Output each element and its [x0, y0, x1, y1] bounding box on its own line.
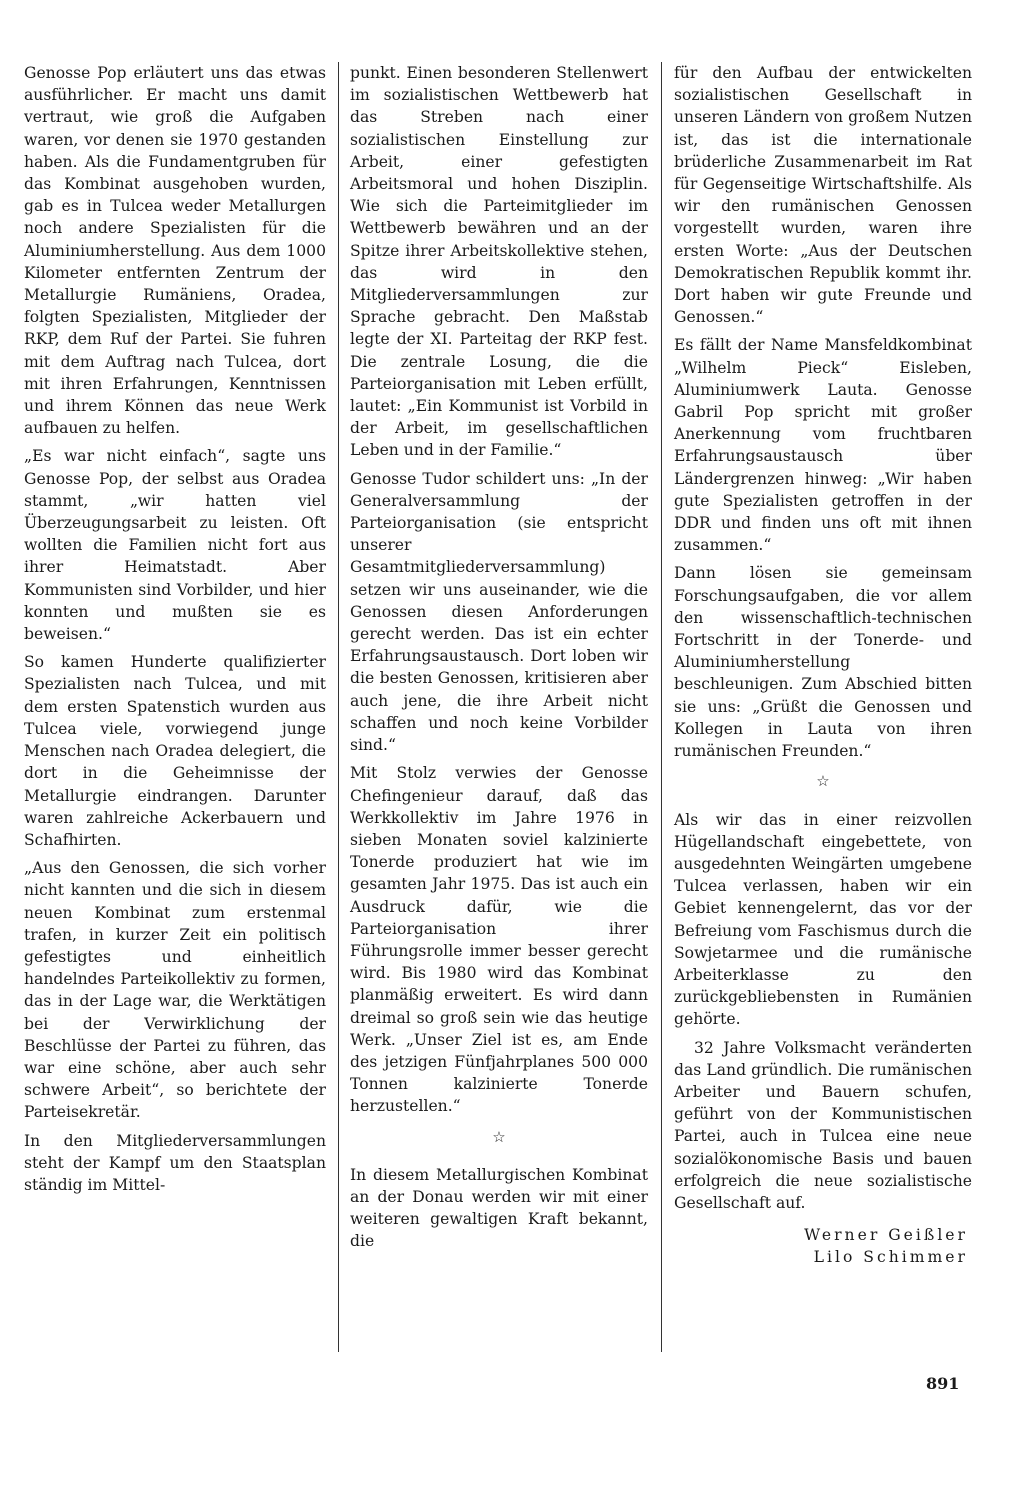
- section-star-icon: ☆: [816, 772, 830, 791]
- column-divider: [338, 62, 339, 1352]
- column-divider: [661, 62, 662, 1352]
- paragraph: Es fällt der Name Mansfeldkombinat „Wilhelm Pieck“ Eisleben, Aluminiumwerk Lauta. Genosse Gabril Pop spricht mit großer Anerkennung vom fruchtbaren Erfahrungsaustausch über Ländergrenzen hinweg: „Wir haben gute Spezialisten getroffen in der DDR und finden uns oft mit ihnen zusammen.“: [674, 336, 972, 555]
- text-column-2: [350, 62, 648, 1259]
- paragraph: Mit Stolz verwies der Genosse Chefingenieur darauf, daß das Werkkollektiv im Jahre 1976 in sieben Monaten soviel kalzinierte Tonerde produziert hat wie im gesamten Jahr 1975. Das ist auch ein Ausdruck dafür, wie die Parteiorganisation ihrer Führungsrolle immer besser gerecht wird. Bis 1980 wird das Kombinat planmäßig erweitert. Es wird dann dreimal so groß sein wie das heutige Werk. „Unser Ziel ist es, am Ende des jetzigen Fünfjahrplanes 500 000 Tonnen kalzinierte Tonerde herzustellen.“: [350, 764, 648, 1116]
- section-star-icon: ☆: [492, 1127, 506, 1146]
- paragraph: punkt. Einen besonderen Stellenwert im sozialistischen Wettbewerb hat das Streben nach einer sozialistischen Einstellung zur Arbeit, einer gefestigten Arbeitsmoral und hohen Disziplin. Wie sich die Parteimitglieder im Wettbewerb bewähren und an der Spitze ihrer Arbeitskollektive stehen, das wird in den Mitgliederversammlungen zur Sprache gebracht. Den Maßstab legte der XI. Parteitag der RKP fest. Die zentrale Losung, die die Parteiorganisation mit Leben erfüllt, lautet: „Ein Kommunist ist Vorbild in der Arbeit, im gesellschaftlichen Leben und in der Familie.“: [350, 64, 648, 460]
- paragraph: Dann lösen sie gemeinsam Forschungsaufgaben, die vor allem den wissenschaftlich-technischen Fortschritt in der Tonerde- und Aluminiumherstellung beschleunigen. Zum Abschied bitten sie uns: „Grüßt die Genossen und Kollegen in Lauta von ihren rumänischen Freunden.“: [674, 564, 972, 761]
- page-number: 891: [926, 1374, 960, 1393]
- paragraph: für den Aufbau der entwickelten sozialistischen Gesellschaft in unseren Ländern von großem Nutzen ist, das ist die internationale brüderliche Zusammenarbeit im Rat für Gegenseitige Wirtschaftshilfe. Als wir den rumänischen Genossen vorgestellt wurden, waren ihre ersten Worte: „Aus der Deutschen Demokratischen Republik kommt ihr. Dort haben wir gute Freunde und Genossen.“: [674, 64, 972, 327]
- paragraph: Als wir das in einer reizvollen Hügellandschaft eingebettete, von ausgedehnten Weingärten umgebene Tulcea verlassen, haben wir ein Gebiet kennengelernt, das vor der Befreiung vom Faschismus durch die Sowjetarmee und die rumänische Arbeiterklasse zu den zurückgebliebensten in Rumänien gehörte.: [674, 810, 972, 1029]
- text-column-1: [24, 62, 326, 1202]
- paragraph: So kamen Hunderte qualifizierter Spezialisten nach Tulcea, und mit dem ersten Spatenstich wurden aus Tulcea viele, vorwiegend junge Menschen nach Oradea delegiert, die dort in die Geheimnisse der Metallurgie eindrangen. Darunter waren zahlreiche Ackerbauern und Schafhirten.: [24, 653, 326, 849]
- paragraph: „Aus den Genossen, die sich vorher nicht kannten und die sich in diesem neuen Kombinat zum erstenmal trafen, in kurzer Zeit ein politisch gefestigtes und einheitlich handelndes Parteikollektiv zu formen, das in der Lage war, die Werktätigen bei der Verwirklichung der Beschlüsse der Partei zu führen, das war eine schöne, aber auch sehr schwere Arbeit“, so berichtete der Parteisekretär.: [24, 859, 326, 1122]
- author-name: Lilo Schimmer: [813, 1248, 968, 1267]
- paragraph: „Es war nicht einfach“, sagte uns Genosse Pop, der selbst aus Oradea stammt, „wir hatten viel Überzeugungsarbeit zu leisten. Oft wollten die Familien nicht fort aus ihrer Heimatstadt. Aber Kommunisten sind Vorbilder, und hier konnten und mußten sie es beweisen.“: [24, 447, 326, 644]
- text-column-3: [674, 62, 972, 1269]
- author-name: Werner Geißler: [804, 1226, 968, 1245]
- paragraph: Genosse Pop erläutert uns das etwas ausführlicher. Er macht uns damit vertraut, wie groß die Aufgaben waren, vor denen sie 1970 gestanden haben. Als die Fundamentgruben für das Kombinat ausgehoben wurden, gab es in Tulcea weder Metallurgen noch andere Spezialisten für die Aluminiumherstellung. Aus dem 1000 Kilometer entfernten Zentrum der Metallurgie Rumäniens, Oradea, folgten Spezialisten, Mitglieder der RKP, dem Ruf der Partei. Sie fuhren mit dem Auftrag nach Tulcea, dort mit ihren Erfahrungen, Kenntnissen und ihrem Können das neue Werk aufbauen zu helfen.: [24, 64, 326, 438]
- paragraph: 32 Jahre Volksmacht veränderten das Land gründlich. Die rumänischen Arbeiter und Bauern schufen, geführt von der Kommunistischen Partei, auch in Tulcea eine neue sozialökonomische Basis und bauen erfolgreich die neue sozialistische Gesellschaft auf.: [674, 1038, 972, 1212]
- paragraph: Genosse Tudor schildert uns: „In der Generalversammlung der Parteiorganisation (sie entspricht unserer Gesamtmitgliederversammlung) setzen wir uns auseinander, wie die Genossen diesen Anforderungen gerecht werden. Das ist ein echter Erfahrungsaustausch. Dort loben wir die besten Genossen, kritisieren aber auch jene, die ihre Arbeit nicht schaffen und noch keine Vorbilder sind.“: [350, 469, 648, 755]
- paragraph: In den Mitgliederversammlungen steht der Kampf um den Staatsplan ständig im Mittel-: [24, 1131, 326, 1194]
- paragraph: In diesem Metallurgischen Kombinat an der Donau werden wir mit einer weiteren gewaltigen Kraft bekannt, die: [350, 1165, 648, 1251]
